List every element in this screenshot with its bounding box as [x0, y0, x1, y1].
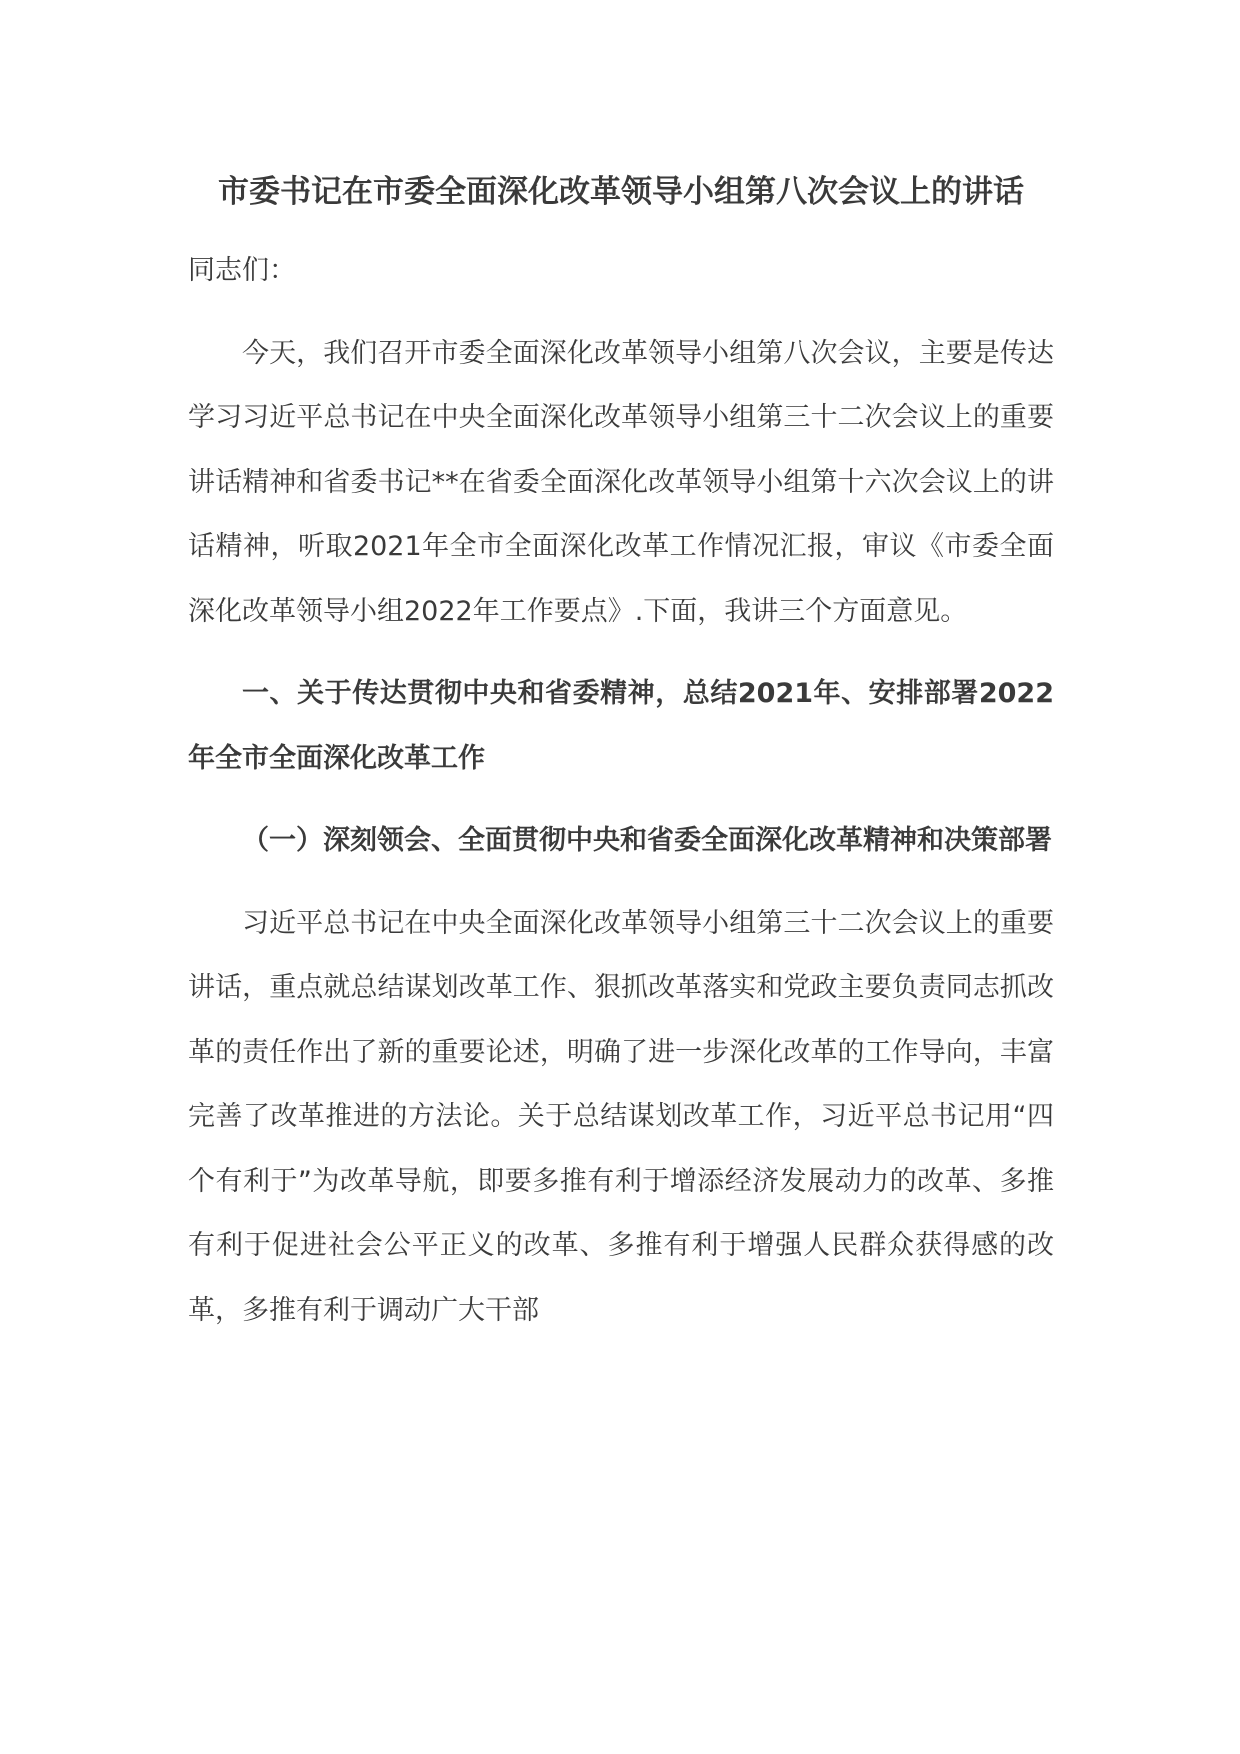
opening-paragraph: 今天，我们召开市委全面深化改革领导小组第八次会议，主要是传达学习习近平总书记在中央全面深化改革领导小组第三十二次会议上的重要讲话精神和省委书记**在省委全面深化改革领导小组第十六次会议上的讲话精神，听取2021年全市全面深化改革工作情况汇报，审议《市委全面深化改革领导小组2022年工作要点》.下面，我讲三个方面意见。	[188, 337, 1054, 627]
document-page	[188, 160, 1054, 1343]
section-heading: 一、关于传达贯彻中央和省委精神，总结2021年、安排部署2022年全市全面深化改革工作	[188, 678, 1054, 774]
salutation: 同志们：	[188, 255, 296, 286]
subsection-heading: （一）深刻领会、全面贯彻中央和省委全面深化改革精神和决策部署	[242, 825, 1052, 856]
document-title: 市委书记在市委全面深化改革领导小组第八次会议上的讲话	[218, 174, 1024, 210]
subsection-paragraph: 习近平总书记在中央全面深化改革领导小组第三十二次会议上的重要讲话，重点就总结谋划改革工作、狠抓改革落实和党政主要负责同志抓改革的责任作出了新的重要论述，明确了进一步深化改革的工作导向，丰富完善了改革推进的方法论。关于总结谋划改革工作，习近平总书记用“四个有利于”为改革导航，即要多推有利于增添经济发展动力的改革、多推有利于促进社会公平正义的改革、多推有利于增强人民群众获得感的改革，多推有利于调动广大干部	[188, 907, 1054, 1326]
